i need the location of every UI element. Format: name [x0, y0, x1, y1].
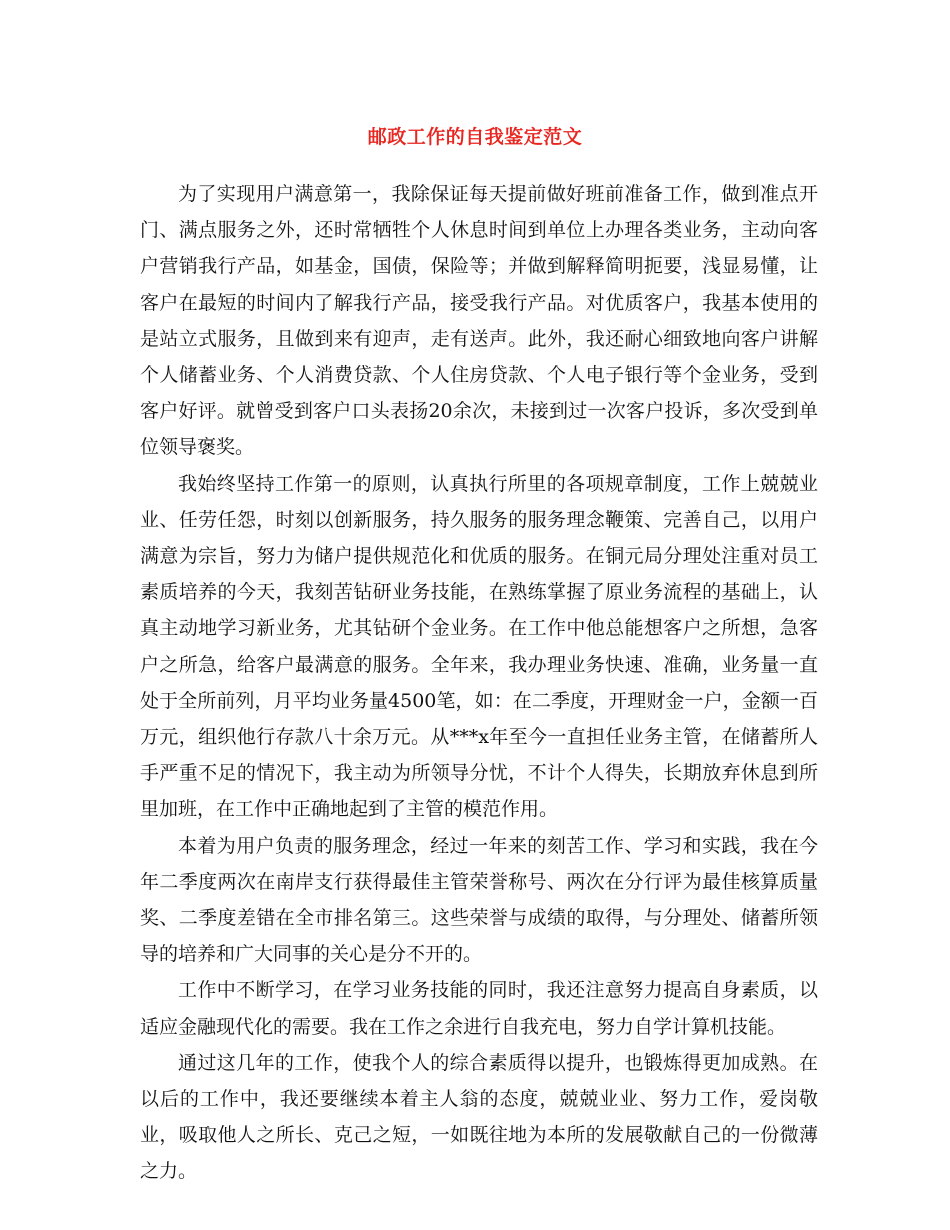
paragraph: 通过这几年的工作，使我个人的综合素质得以提升，也锻炼得更加成熟。在以后的工作中，我还要继续本着主人翁的态度，兢兢业业、努力工作，爱岗敬业，吸取他人之所长、克己之短，一如既往地为本所的发展敬献自己的一份微薄之力。 — [140, 1051, 818, 1183]
paragraph: 工作中不断学习，在学习业务技能的同时，我还注意努力提高自身素质，以适应金融现代化的需要。我在工作之余进行自我充电，努力自学计算机技能。 — [140, 979, 818, 1038]
paragraph: 为了实现用户满意第一，我除保证每天提前做好班前准备工作，做到准点开门、满点服务之外，还时常牺牲个人休息时间到单位上办理各类业务，主动向客户营销我行产品，如基金，国债，保险等；并做到解释简明扼要，浅显易懂，让客户在最短的时间内了解我行产品，接受我行产品。对优质客户，我基本使用的是站立式服务，且做到来有迎声，走有送声。此外，我还耐心细致地向客户讲解个人储蓄业务、个人消费贷款、个人住房贷款、个人电子银行等个金业务，受到客户好评。就曾受到客户口头表扬20余次，未接到过一次客户投诉，多次受到单位领导褒奖。 — [140, 183, 818, 459]
paragraph: 我始终坚持工作第一的原则，认真执行所里的各项规章制度，工作上兢兢业业、任劳任怨，时刻以创新服务，持久服务的服务理念鞭策、完善自己，以用户满意为宗旨，努力为储户提供规范化和优质的服务。在铜元局分理处注重对员工素质培养的今天，我刻苦钻研业务技能，在熟练掌握了原业务流程的基础上，认真主动地学习新业务，尤其钻研个金业务。在工作中他总能想客户之所想，急客户之所急，给客户最满意的服务。全年来，我办理业务快速、准确，业务量一直处于全所前列，月平均业务量4500笔，如：在二季度，开理财金一户，金额一百万元，组织他行存款八十余万元。从***x年至今一直担任业务主管，在储蓄所人手严重不足的情况下，我主动为所领导分忧，不计个人得失，长期放弃休息到所里加班，在工作中正确地起到了主管的模范作用。 — [140, 472, 818, 821]
paragraph: 本着为用户负责的服务理念，经过一年来的刻苦工作、学习和实践，我在今年二季度两次在南岸支行获得最佳主管荣誉称号、两次在分行评为最佳核算质量奖、二季度差错在全市排名第三。这些荣誉与成绩的取得，与分理处、储蓄所领导的培养和广大同事的关心是分不开的。 — [140, 834, 818, 966]
document-title: 邮政工作的自我鉴定范文 — [367, 126, 583, 148]
document-body — [140, 176, 818, 1190]
